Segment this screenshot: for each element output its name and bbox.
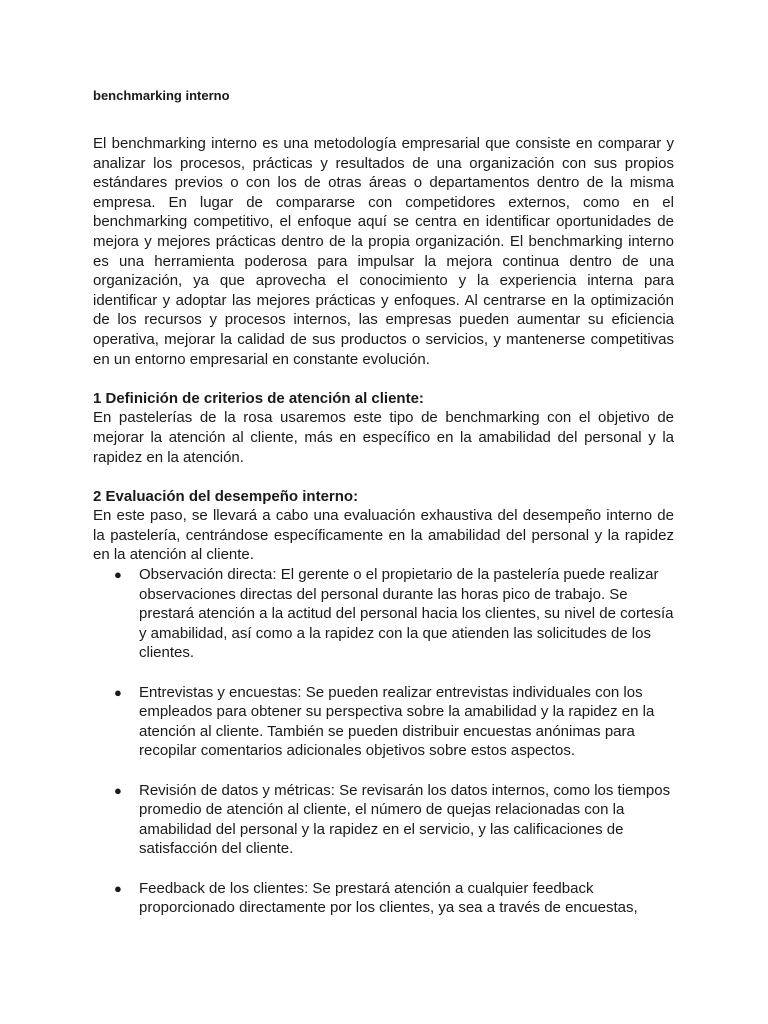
- document-title: benchmarking interno: [93, 88, 230, 103]
- list-item-text: Observación directa: El gerente o el propietario de la pastelería puede realizar observaciones directas del personal durante las horas pico de trabajo. Se prestará atención a la actitud del personal hacia los clientes, su nivel de cortesía y amabilidad, así como a la rapidez con la que atienden las solicitudes de los clientes.: [139, 566, 674, 662]
- evaluation-methods-list: [93, 565, 674, 918]
- document-page: [93, 87, 674, 937]
- list-item: [93, 565, 674, 663]
- list-item-text: Revisión de datos y métricas: Se revisarán los datos internos, como los tiempos promedio de atención al cliente, el número de quejas relacionadas con la amabilidad del personal y la rapidez en el servicio, y las calificaciones de satisfacción del cliente.: [139, 781, 671, 858]
- section2-body: En este paso, se llevará a cabo una evaluación exhaustiva del desempeño interno de la pastelería, centrándose específicamente en la amabilidad del personal y la rapidez en la atención al cliente.: [93, 507, 674, 564]
- bullet-icon: ●: [114, 567, 122, 583]
- bullet-icon: ●: [114, 684, 122, 700]
- spacer: [93, 467, 674, 487]
- section1-heading: 1 Definición de criterios de atención al cliente:: [93, 389, 424, 407]
- intro-paragraph: El benchmarking interno es una metodología empresarial que consiste en comparar y analizar los procesos, prácticas y resultados de una organización con sus propios estándares previos o con los de otras áreas o departamentos dentro de la misma empresa. En lugar de compararse con competidores externos, como en el benchmarking competitivo, el enfoque aquí se centra en identificar oportunidades de mejora y mejores prácticas dentro de la propia organización. El benchmarking interno es una herramienta poderosa para impulsar la mejora continua dentro de una organización, ya que aprovecha el conocimiento y la experiencia interna para identificar y adoptar las mejores prácticas y enfoques. Al centrarse en la optimización de los recursos y procesos internos, las empresas pueden aumentar su eficiencia operativa, mejorar la calidad de sus productos o servicios, y mantenerse competitivas en un entorno empresarial en constante evolución.: [93, 135, 674, 368]
- list-item-text: Entrevistas y encuestas: Se pueden realizar entrevistas individuales con los empleados para obtener su perspectiva sobre la amabilidad y la rapidez en la atención al cliente. También se pueden distribuir encuestas anónimas para recopilar comentarios adicionales objetivos sobre estos aspectos.: [139, 683, 655, 760]
- section1-body: En pastelerías de la rosa usaremos este tipo de benchmarking con el objetivo de mejorar la atención al cliente, más en específico en la amabilidad del personal y la rapidez en la atención.: [93, 409, 674, 466]
- section2-heading: 2 Evaluación del desempeño interno:: [93, 487, 359, 505]
- list-item-text: Feedback de los clientes: Se prestará atención a cualquier feedback proporcionado directamente por los clientes, ya sea a través de encuestas,: [139, 879, 638, 917]
- bullet-icon: ●: [114, 782, 122, 798]
- list-item: [93, 781, 674, 859]
- list-item: [93, 879, 674, 918]
- spacer: [93, 369, 674, 389]
- bullet-icon: ●: [114, 880, 122, 896]
- list-item: [93, 683, 674, 761]
